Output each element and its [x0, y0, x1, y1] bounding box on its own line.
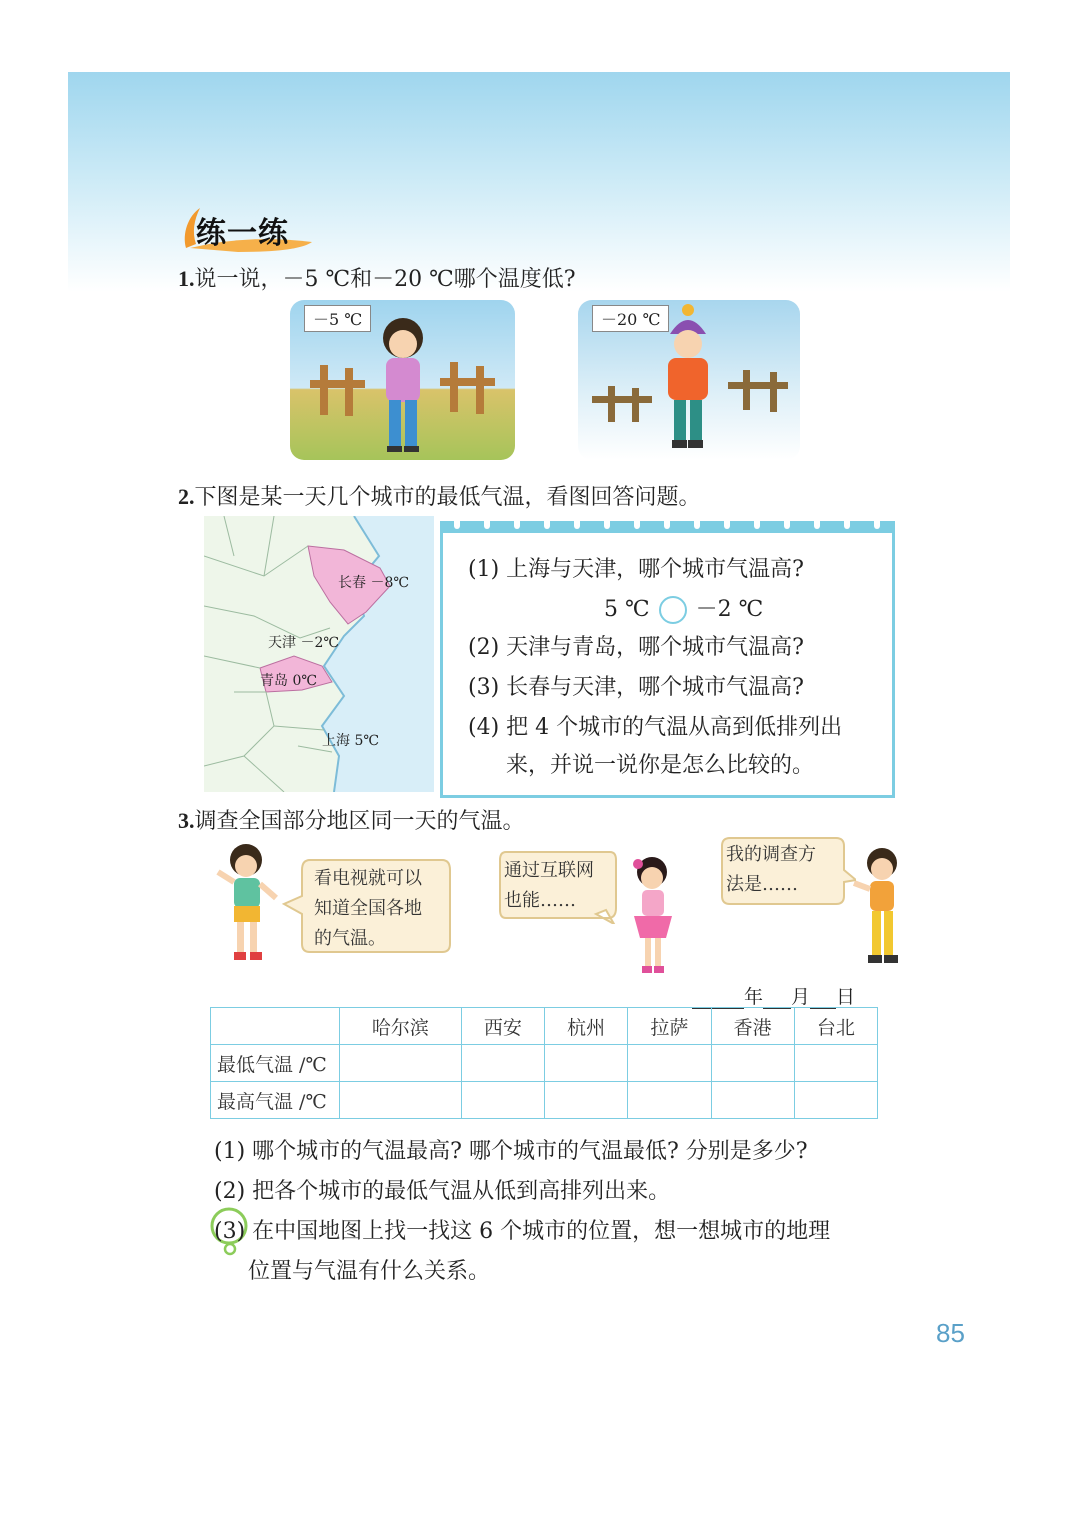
bubble-1-line-1: 看电视就可以: [314, 868, 422, 889]
q2-compare-row: [604, 592, 763, 624]
table-input-cell[interactable]: [545, 1045, 628, 1082]
table-input-cell[interactable]: [340, 1045, 462, 1082]
bubble-2-line-1: 通过互联网: [504, 860, 594, 881]
table-input-cell[interactable]: [628, 1045, 711, 1082]
row-label-min-temp: 最低气温 /℃: [211, 1045, 340, 1082]
question-1: [178, 262, 576, 293]
question-2-number: 2.: [178, 484, 195, 509]
q2-item-1: (1) 上海与天津，哪个城市气温高?: [468, 557, 804, 582]
table-input-cell[interactable]: [461, 1045, 544, 1082]
bubble-1-line-2: 知道全国各地: [314, 898, 422, 919]
table-row: [211, 1082, 878, 1119]
year-label: 年: [744, 986, 764, 1008]
question-1-text: 说一说，－5 ℃和－20 ℃哪个温度低?: [194, 267, 576, 292]
city-map: [204, 516, 434, 792]
table-header-empty: [211, 1008, 340, 1045]
day-label: 日: [836, 986, 856, 1008]
q2-item-3: (3) 长春与天津，哪个城市气温高?: [468, 675, 804, 700]
table-input-cell[interactable]: [628, 1082, 711, 1119]
table-header-cell: 西安: [461, 1008, 544, 1045]
compare-circle[interactable]: [659, 596, 687, 624]
table-row: [211, 1045, 878, 1082]
q3-sub-3: (3) 在中国地图上找一找这 6 个城市的位置，想一想城市的地理: [214, 1219, 831, 1244]
temp-label-minus-20: －20 ℃: [592, 305, 669, 332]
map-label-changchun: 长春 －8℃: [338, 575, 410, 591]
q2-item-4: (4) 把 4 个城市的气温从高到低排列出: [468, 715, 843, 740]
table-header-row: [211, 1008, 878, 1045]
boy-left-figure: [212, 842, 282, 964]
bubble-3-line-2: 法是……: [726, 874, 798, 895]
girl-middle-figure: [618, 854, 688, 978]
table-header-cell: 哈尔滨: [340, 1008, 462, 1045]
table-input-cell[interactable]: [794, 1082, 877, 1119]
table-input-cell[interactable]: [711, 1045, 794, 1082]
header-band: [68, 72, 1010, 292]
map-label-qingdao: 青岛 0℃: [260, 673, 318, 689]
table-input-cell[interactable]: [794, 1045, 877, 1082]
temperature-survey-table: [210, 1007, 878, 1119]
q2-item-4-cont: 来，并说一说你是怎么比较的。: [506, 753, 815, 778]
month-label: 月: [791, 986, 811, 1008]
map-label-tianjin: 天津 －2℃: [268, 635, 340, 651]
boy-right-figure: [848, 845, 912, 969]
table-header-cell: 台北: [794, 1008, 877, 1045]
row-label-max-temp: 最高气温 /℃: [211, 1082, 340, 1119]
question-3-number: 3.: [178, 808, 195, 833]
map-graphic: [204, 516, 434, 792]
q3-sub-1: (1) 哪个城市的气温最高? 哪个城市的气温最低? 分别是多少?: [214, 1139, 808, 1164]
map-label-shanghai: 上海 5℃: [322, 733, 380, 749]
temp-label-minus-5: －5 ℃: [304, 305, 371, 332]
question-2: [178, 480, 701, 511]
question-3: [178, 804, 525, 835]
date-fill-line: [692, 982, 855, 1009]
table-input-cell[interactable]: [711, 1082, 794, 1119]
question-2-text: 下图是某一天几个城市的最低气温，看图回答问题。: [194, 485, 701, 510]
table-input-cell[interactable]: [340, 1082, 462, 1119]
table-header-cell: 杭州: [545, 1008, 628, 1045]
question-1-number: 1.: [178, 266, 195, 291]
bubble-1-line-3: 的气温。: [314, 928, 386, 949]
question-3-text: 调查全国部分地区同一天的气温。: [194, 809, 525, 834]
q2-compare-right: －2 ℃: [695, 597, 764, 622]
speech-bubble-3-text: [726, 840, 816, 900]
page-number: 85: [936, 1318, 965, 1348]
table-input-cell[interactable]: [461, 1082, 544, 1119]
bubble-2-line-2: 也能……: [504, 890, 576, 911]
section-title: 练一练: [196, 216, 289, 251]
bubble-3-line-1: 我的调查方: [726, 844, 816, 865]
table-header-cell: 拉萨: [628, 1008, 711, 1045]
speech-bubble-1-text: [314, 864, 422, 954]
q3-sub-3-cont: 位置与气温有什么关系。: [248, 1259, 491, 1284]
speech-bubble-2-text: [504, 856, 594, 916]
table-input-cell[interactable]: [545, 1082, 628, 1119]
table-header-cell: 香港: [711, 1008, 794, 1045]
q3-sub-2: (2) 把各个城市的最低气温从低到高排列出来。: [214, 1179, 671, 1204]
q2-compare-left: 5 ℃: [604, 597, 650, 622]
q2-item-2: (2) 天津与青岛，哪个城市气温高?: [468, 635, 804, 660]
